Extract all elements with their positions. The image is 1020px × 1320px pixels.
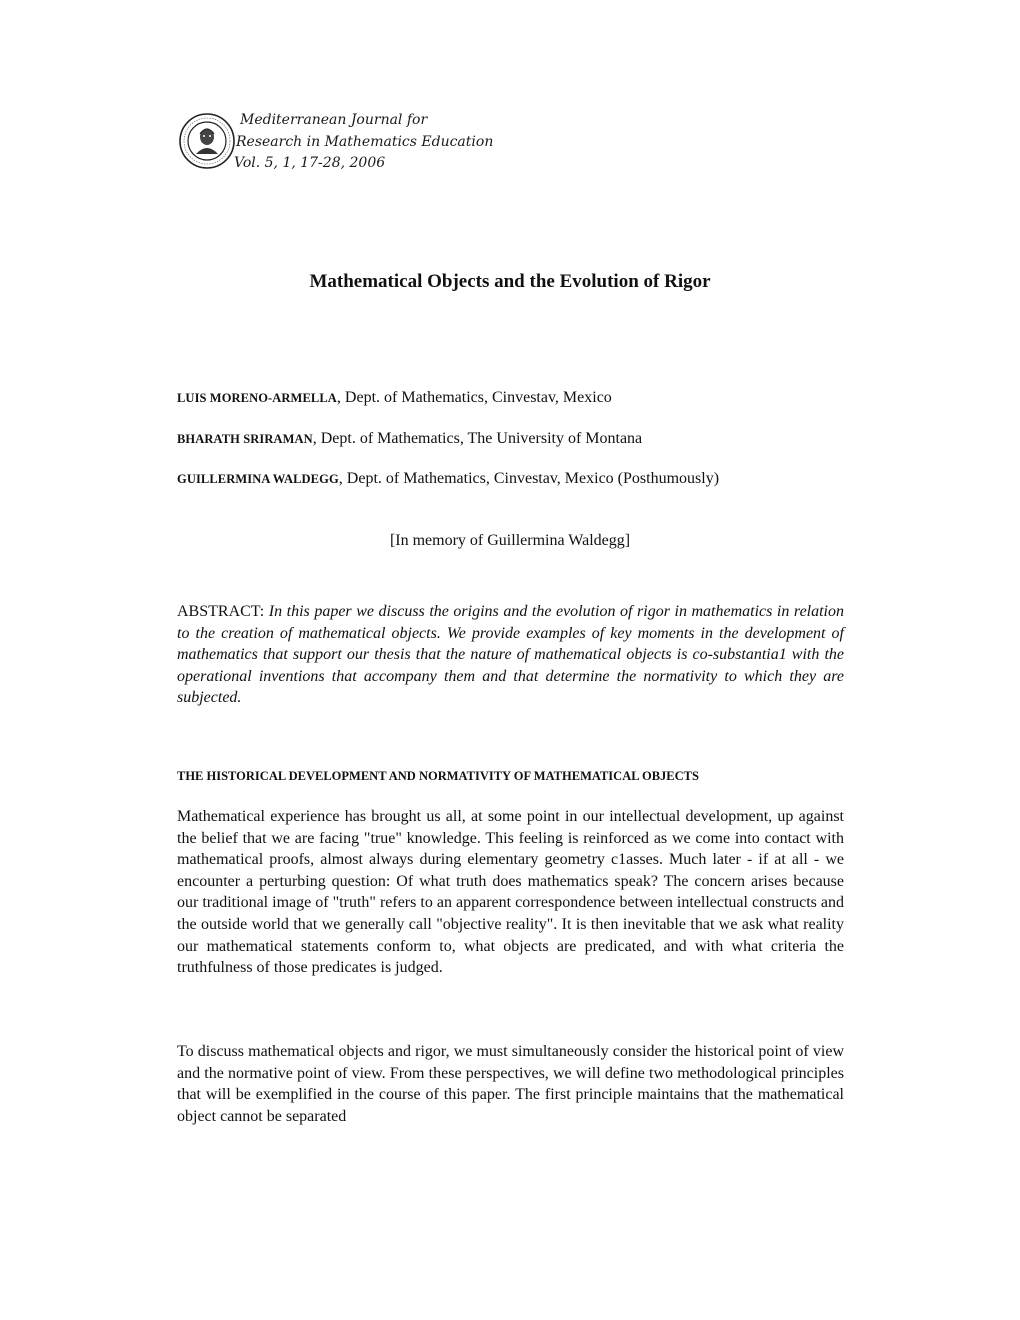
author-entry	[177, 389, 612, 407]
journal-name-line2: Research in Mathematics Education	[236, 133, 494, 150]
journal-header	[178, 110, 498, 174]
body-paragraph: To discuss mathematical objects and rigor, we must simultaneously consider the historical point of view and the normative point of view. From these perspectives, we will define two methodological principles that will be exemplified in the course of this paper. The first principle maintains that the mathematical object cannot be separated	[177, 1043, 844, 1125]
author-entry	[177, 430, 642, 448]
author-affiliation: , Dept. of Mathematics, Cinvestav, Mexico (Posthumously)	[338, 470, 720, 487]
author-name: LUIS MORENO-ARMELLA	[177, 391, 337, 405]
author-affiliation: , Dept. of Mathematics, Cinvestav, Mexico	[336, 389, 612, 406]
journal-citation	[234, 110, 493, 175]
author-name: BHARATH SRIRAMAN	[177, 432, 313, 446]
abstract-label: ABSTRACT:	[177, 603, 269, 620]
journal-seal-icon	[178, 112, 236, 170]
body-paragraph: Mathematical experience has brought us all, at some point in our intellectual development, up against the belief that we are facing "true" knowledge. This feeling is reinforced as we come into contact with mathematical proofs, almost always during elementary geometry c1asses. Much later - if at all - we encounter a perturbing question: Of what truth does mathematics speak? The concern arises because our traditional image of "truth" refers to an apparent correspondence between intellectual constructs and the outside world that we generally call "objective reality". It is then inevitable that we ask what reality our mathematical statements conform to, what objects are predicated, and with what criteria the truthfulness of those predicates is judged.	[177, 808, 844, 977]
journal-name-line1: Mediterranean Journal for	[240, 112, 428, 128]
dedication: [In memory of Guillermina Waldegg]	[389, 532, 631, 549]
journal-volume: Vol. 5, 1, 17-28, 2006	[234, 155, 386, 171]
section-heading: THE HISTORICAL DEVELOPMENT AND NORMATIVITY OF MATHEMATICAL OBJECTS	[177, 769, 699, 783]
author-entry	[177, 470, 719, 488]
abstract-text: In this paper we discuss the origins and the evolution of rigor in mathematics in relation to the creation of mathematical objects. We provide examples of key moments in the development of mathematics that support our thesis that the nature of mathematical objects is co-substantia1 with the operational inventions that accompany them and that determine the normativity to which they are subjected.	[177, 603, 845, 707]
author-affiliation: , Dept. of Mathematics, The University of Montana	[312, 430, 643, 447]
author-name: GUILLERMINA WALDEGG	[177, 472, 339, 486]
paper-title: Mathematical Objects and the Evolution of Rigor	[309, 271, 711, 292]
abstract	[177, 601, 844, 709]
